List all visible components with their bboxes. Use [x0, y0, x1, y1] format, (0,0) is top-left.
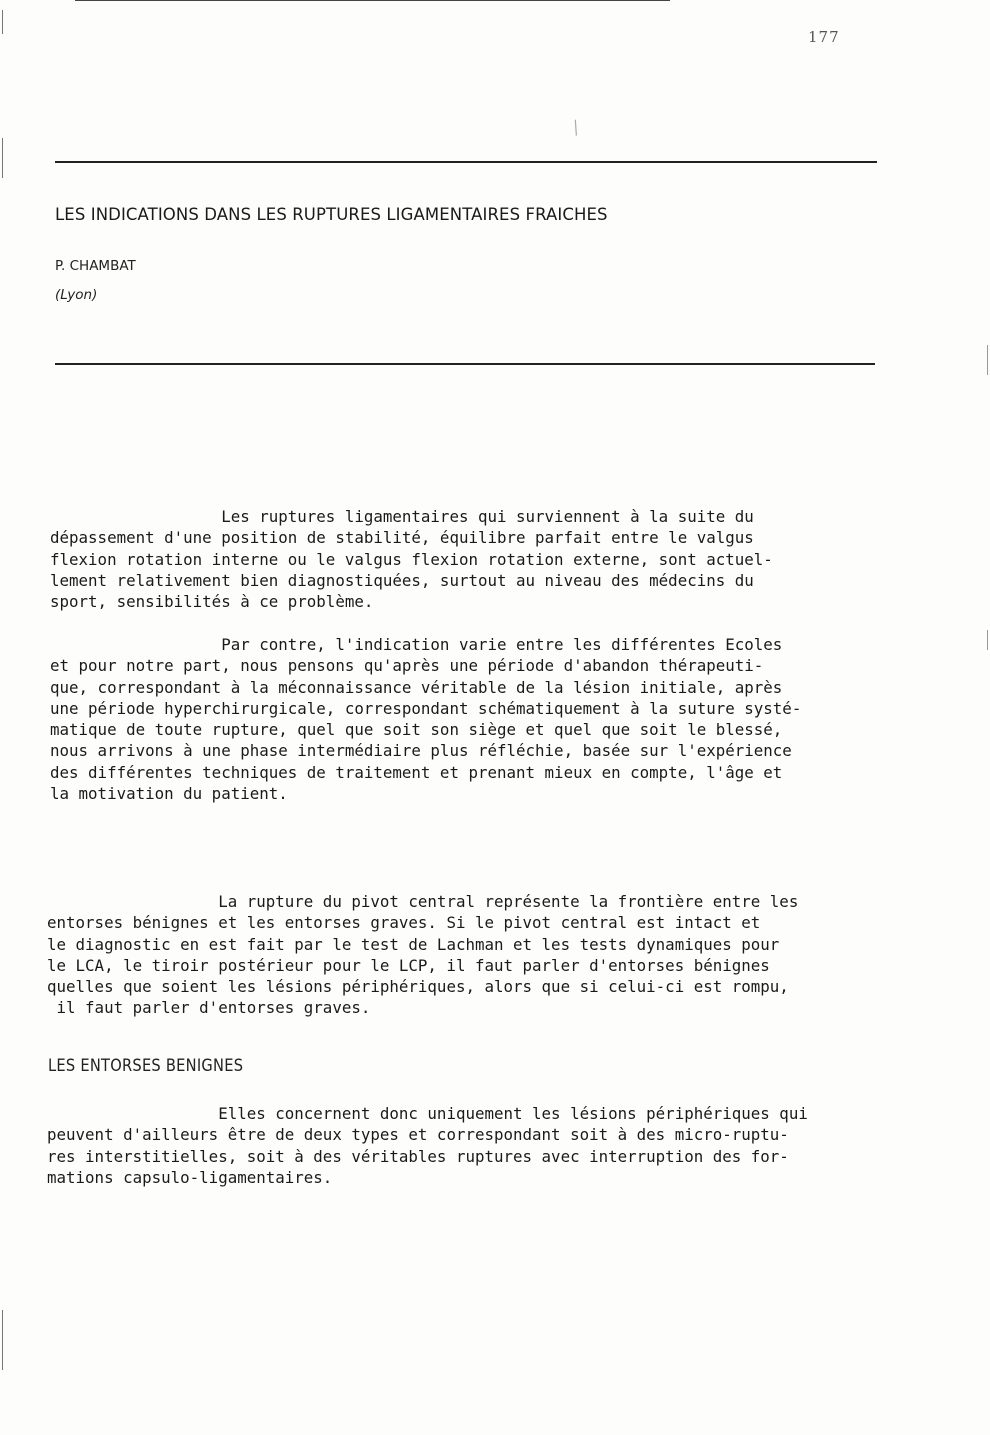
header-top-rule — [55, 161, 877, 163]
text-line: il faut parler d'entorses graves. — [47, 998, 371, 1018]
body-paragraph — [50, 634, 895, 804]
body-paragraph — [47, 1103, 892, 1188]
left-margin-mark — [2, 10, 3, 34]
text-line: res interstitielles, soit à des véritables ruptures avec interruption des for- — [47, 1146, 789, 1166]
author-name: P. CHAMBAT — [55, 258, 136, 274]
text-line: Par contre, l'indication varie entre les différentes Ecoles — [50, 635, 783, 654]
text-line: entorses bénignes et les entorses graves. Si le pivot central est intact et — [47, 913, 761, 933]
page-number: 177 — [808, 28, 840, 46]
text-line: lement relativement bien diagnostiquées, surtout au niveau des médecins du — [50, 570, 754, 590]
text-line: mations capsulo-ligamentaires. — [47, 1167, 333, 1187]
article-title: LES INDICATIONS DANS LES RUPTURES LIGAMENTAIRES FRAICHES — [55, 205, 608, 224]
text-line: flexion rotation interne ou le valgus flexion rotation externe, sont actuel- — [50, 549, 773, 569]
text-line: nous arrivons à une phase intermédiaire plus réfléchie, basée sur l'expérience — [50, 741, 792, 761]
text-line: des différentes techniques de traitement et prenant mieux en compte, l'âge et — [50, 762, 783, 782]
text-line: dépassement d'une position de stabilité, équilibre parfait entre le valgus — [50, 528, 754, 548]
text-line: sport, sensibilités à ce problème. — [50, 592, 374, 612]
author-affiliation: (Lyon) — [55, 287, 98, 303]
left-margin-mark — [2, 138, 3, 178]
top-edge-line — [75, 0, 670, 1]
text-line: le diagnostic en est fait par le test de Lachman et les tests dynamiques pour — [47, 934, 780, 954]
left-margin-mark — [2, 1310, 3, 1370]
text-line: la motivation du patient. — [50, 784, 288, 804]
body-paragraph — [50, 506, 895, 612]
pencil-mark: ⁄ — [569, 119, 584, 138]
right-margin-mark — [987, 345, 988, 375]
section-heading: LES ENTORSES BENIGNES — [48, 1056, 244, 1076]
text-line: une période hyperchirurgicale, correspondant schématiquement à la suture systé- — [50, 698, 802, 718]
text-line: que, correspondant à la méconnaissance véritable de la lésion initiale, après — [50, 677, 783, 697]
text-line: matique de toute rupture, quel que soit son siège et quel que soit le blessé, — [50, 720, 783, 740]
text-line: et pour notre part, nous pensons qu'après une période d'abandon thérapeuti- — [50, 656, 764, 676]
text-line: quelles que soient les lésions périphériques, alors que si celui-ci est rompu, — [47, 977, 789, 997]
text-line: le LCA, le tiroir postérieur pour le LCP, il faut parler d'entorses bénignes — [47, 955, 770, 975]
text-line: peuvent d'ailleurs être de deux types et correspondant soit à des micro-ruptu- — [47, 1125, 789, 1145]
text-line: Elles concernent donc uniquement les lésions périphériques qui — [47, 1104, 808, 1123]
right-margin-mark — [987, 630, 988, 650]
text-line: Les ruptures ligamentaires qui surviennent à la suite du — [50, 507, 754, 526]
body-paragraph — [47, 891, 892, 1019]
text-line: La rupture du pivot central représente la frontière entre les — [47, 892, 799, 911]
header-bottom-rule — [55, 363, 875, 365]
